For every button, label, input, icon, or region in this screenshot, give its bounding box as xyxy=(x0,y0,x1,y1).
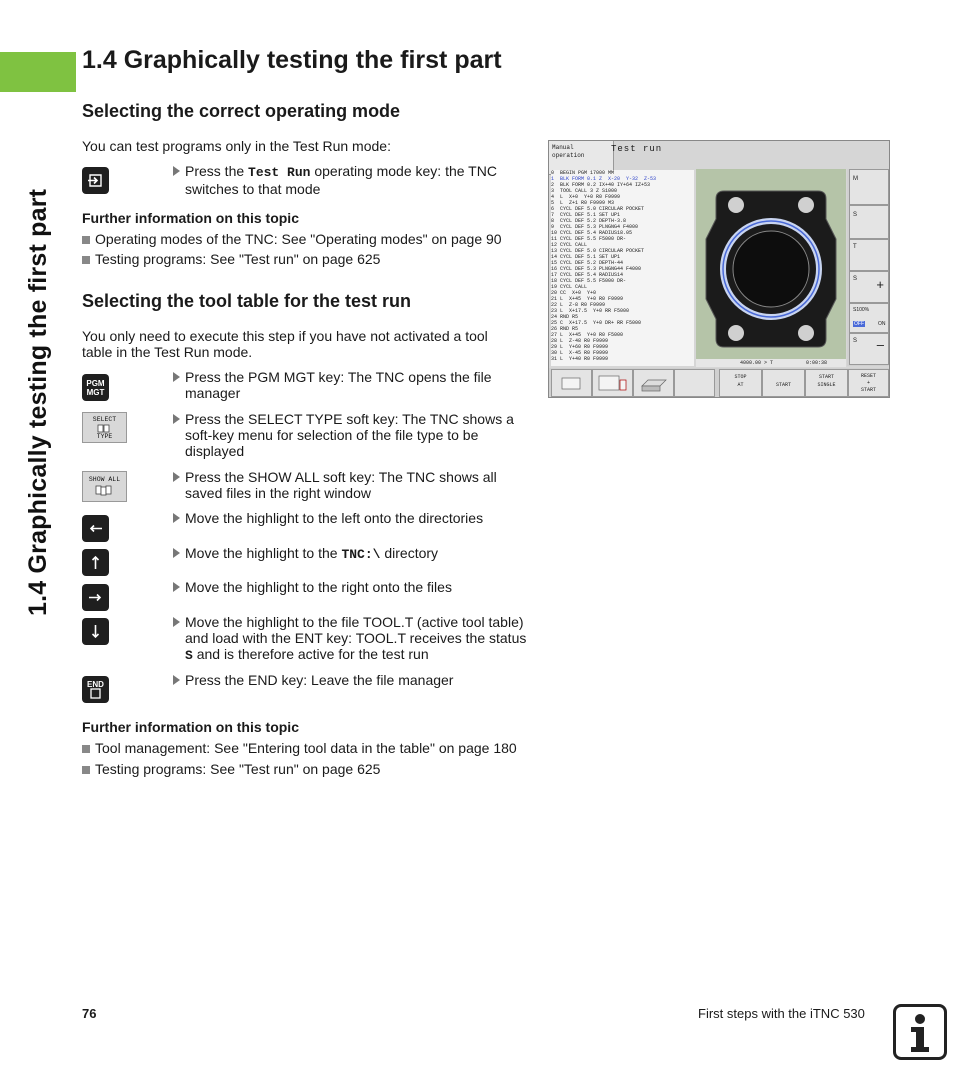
tnc-softkey-s-minus[interactable]: S – xyxy=(849,333,889,365)
info-bullet-test-run-2[interactable]: Testing programs: See "Test run" on page 625 xyxy=(82,761,380,777)
program-line[interactable]: 10 CYCL DEF 5.4 RADIUS18.05 xyxy=(551,230,633,236)
program-line[interactable]: 31 L Y+40 R0 F9999 xyxy=(551,356,609,362)
program-line[interactable]: 13 CYCL DEF 5.0 CIRCULAR POCKET xyxy=(551,248,645,254)
tnc-horizontal-softkeys xyxy=(549,368,889,397)
program-line[interactable]: 3 TOOL CALL 3 Z S1000 xyxy=(551,188,618,194)
test-run-mode-key[interactable] xyxy=(82,167,109,194)
program-line[interactable]: 22 L Z-8 R0 F9999 xyxy=(551,302,606,308)
info-bullet-test-run[interactable]: Testing programs: See "Test run" on page 625 xyxy=(82,251,380,267)
info-icon xyxy=(893,1004,947,1060)
show-all-softkey[interactable]: SHOW ALL xyxy=(82,471,127,502)
program-line[interactable]: 16 CYCL DEF 5.3 PLNGNG44 F4000 xyxy=(551,266,642,272)
step-show-all: Press the SHOW ALL soft key: The TNC shows all saved files in the right window xyxy=(173,469,535,501)
section1-intro: You can test programs only in the Test Run mode: xyxy=(82,138,391,154)
program-line[interactable]: 25 C X+17.5 Y+0 DR+ RR F5000 xyxy=(551,320,642,326)
tnc-status-line: 4000.00 > T 0:00:38 xyxy=(696,359,846,367)
arrow-right-key[interactable] xyxy=(82,584,109,611)
program-line[interactable]: 27 L X+45 Y+0 R0 F5000 xyxy=(551,332,624,338)
pgm-mgt-key[interactable]: PGM MGT xyxy=(82,374,109,401)
program-line[interactable]: 23 L X+17.5 Y+0 RR F5000 xyxy=(551,308,630,314)
step-end: Press the END key: Leave the file manager xyxy=(173,672,535,688)
program-line[interactable]: 1 BLK FORM 0.1 Z X-20 Y-32 Z-53 xyxy=(551,176,657,182)
square-icon xyxy=(82,676,109,703)
tnc-program-listing xyxy=(551,170,694,366)
step-test-run: Press the Test Run operating mode key: the TNC switches to that mode xyxy=(173,163,535,197)
arrow-right-icon xyxy=(82,584,109,611)
view-icon xyxy=(552,370,591,396)
program-line[interactable]: 4 L X+0 Y+0 R0 F9999 xyxy=(551,194,621,200)
program-line[interactable]: 0 BEGIN PGM 17000 MM xyxy=(551,170,615,176)
tnc-screen xyxy=(548,140,890,398)
program-line[interactable]: 17 CYCL DEF 5.4 RADIUS14 xyxy=(551,272,624,278)
step-load-tool-table: Move the highlight to the file TOOL.T (active tool table) and load with the ENT key: TOOL.T receives the status S and is therefore active for the test run xyxy=(173,614,535,664)
tnc-softkey-stop-at[interactable]: STOP AT xyxy=(719,369,762,397)
section2-intro: You only need to execute this step if you have not activated a tool table in the Test Run mode. xyxy=(82,328,488,360)
program-line[interactable]: 28 L Z-48 R0 F9999 xyxy=(551,338,609,344)
page-number: 76 xyxy=(82,1006,97,1021)
tnc-mode-indicator: Manual operation xyxy=(549,141,614,175)
split-view-icon xyxy=(593,370,632,396)
tnc-softkey-split-view[interactable] xyxy=(592,369,633,397)
section-heading-tool-table: Selecting the tool table for the test run xyxy=(82,291,412,311)
arrow-up-key[interactable] xyxy=(82,549,109,576)
tnc-softkey-3d-view[interactable] xyxy=(633,369,674,397)
tnc-softkey-start-single[interactable]: START SINGLE xyxy=(805,369,848,397)
footer-title: First steps with the iTNC 530 xyxy=(698,1006,865,1021)
program-line[interactable]: 6 CYCL DEF 5.0 CIRCULAR POCKET xyxy=(551,206,645,212)
further-info-heading-1: Further information on this topic xyxy=(82,210,299,226)
tnc-softkey-s[interactable]: S xyxy=(849,205,889,239)
tnc-softkey-s-plus[interactable]: S + xyxy=(849,271,889,303)
step-move-right: Move the highlight to the right onto the files xyxy=(173,579,535,595)
info-bullet-tool-management[interactable]: Tool management: See "Entering tool data in the table" on page 180 xyxy=(82,740,517,756)
program-line[interactable]: 14 CYCL DEF 5.1 SET UP1 xyxy=(551,254,621,260)
files-icon xyxy=(95,485,113,496)
program-line[interactable]: 29 L Y+60 R0 F9999 xyxy=(551,344,609,350)
tnc-softkey-start[interactable]: START xyxy=(762,369,805,397)
tnc-softkey-empty[interactable] xyxy=(674,369,715,397)
step-move-left: Move the highlight to the left onto the directories xyxy=(173,510,535,526)
program-line[interactable]: 5 L Z+1 R0 F9999 M3 xyxy=(551,200,615,206)
program-line[interactable]: 2 BLK FORM 0.2 IX+40 IY+64 IZ+53 xyxy=(551,182,651,188)
program-line[interactable]: 21 L X+45 Y+0 R0 F9999 xyxy=(551,296,624,302)
arrow-left-key[interactable] xyxy=(82,515,109,542)
section-heading-operating-mode: Selecting the correct operating mode xyxy=(82,101,401,121)
chapter-side-label: 1.4 Graphically testing the first part xyxy=(24,188,52,616)
further-info-heading-2: Further information on this topic xyxy=(82,719,299,735)
program-line[interactable]: 9 CYCL DEF 5.3 PLNGNG4 F4000 xyxy=(551,224,639,230)
program-line[interactable]: 30 L X-45 R0 F9999 xyxy=(551,350,609,356)
page-title: 1.4 Graphically testing the first part xyxy=(82,46,502,74)
program-line[interactable]: 7 CYCL DEF 5.1 SET UP1 xyxy=(551,212,621,218)
program-line[interactable]: 24 RND R5 xyxy=(551,314,579,320)
info-glyph xyxy=(896,1007,944,1057)
info-bullet-operating-modes[interactable]: Operating modes of the TNC: See "Operating modes" on page 90 xyxy=(82,231,502,247)
select-type-softkey[interactable]: SELECT TYPE xyxy=(82,412,127,443)
end-key[interactable]: END xyxy=(82,676,109,703)
tnc-graphics-window xyxy=(696,169,846,359)
tnc-softkey-blank-view[interactable] xyxy=(551,369,592,397)
tnc-softkey-spindle[interactable]: S100% OFF ON xyxy=(849,303,889,333)
workpiece-graphic xyxy=(696,169,846,359)
arrow-down-icon xyxy=(82,618,109,645)
tnc-mode-title: Test run xyxy=(611,144,663,154)
program-line[interactable]: 12 CYCL CALL xyxy=(551,242,588,248)
program-line[interactable]: 19 CYCL CALL xyxy=(551,284,588,290)
program-line[interactable]: 20 CC X+0 Y+0 xyxy=(551,290,597,296)
program-line[interactable]: 11 CYCL DEF 5.5 F5000 DR- xyxy=(551,236,627,242)
arrow-left-icon xyxy=(82,515,109,542)
test-run-icon xyxy=(82,167,109,194)
files-icon xyxy=(97,424,111,433)
program-line[interactable]: 18 CYCL DEF 5.5 F5000 DR- xyxy=(551,278,627,284)
tnc-softkey-m[interactable]: M xyxy=(849,169,889,205)
step-move-tnc: Move the highlight to the TNC:\ directory xyxy=(173,545,535,563)
program-line[interactable]: 8 CYCL DEF 5.2 DEPTH-3.8 xyxy=(551,218,627,224)
tnc-vertical-softkeys xyxy=(847,169,889,366)
tnc-softkey-t[interactable]: T xyxy=(849,239,889,271)
program-line[interactable]: 15 CYCL DEF 5.2 DEPTH-44 xyxy=(551,260,624,266)
step-pgm-mgt: Press the PGM MGT key: The TNC opens the file manager xyxy=(173,369,535,401)
step-select-type: Press the SELECT TYPE soft key: The TNC shows a soft-key menu for selection of the file type to be displayed xyxy=(173,411,535,459)
arrow-up-icon xyxy=(82,549,109,576)
tnc-softkey-reset-start[interactable]: RESET + START xyxy=(848,369,889,397)
program-line[interactable]: 26 RND R5 xyxy=(551,326,579,332)
arrow-down-key[interactable] xyxy=(82,618,109,645)
3d-view-icon xyxy=(634,370,673,396)
